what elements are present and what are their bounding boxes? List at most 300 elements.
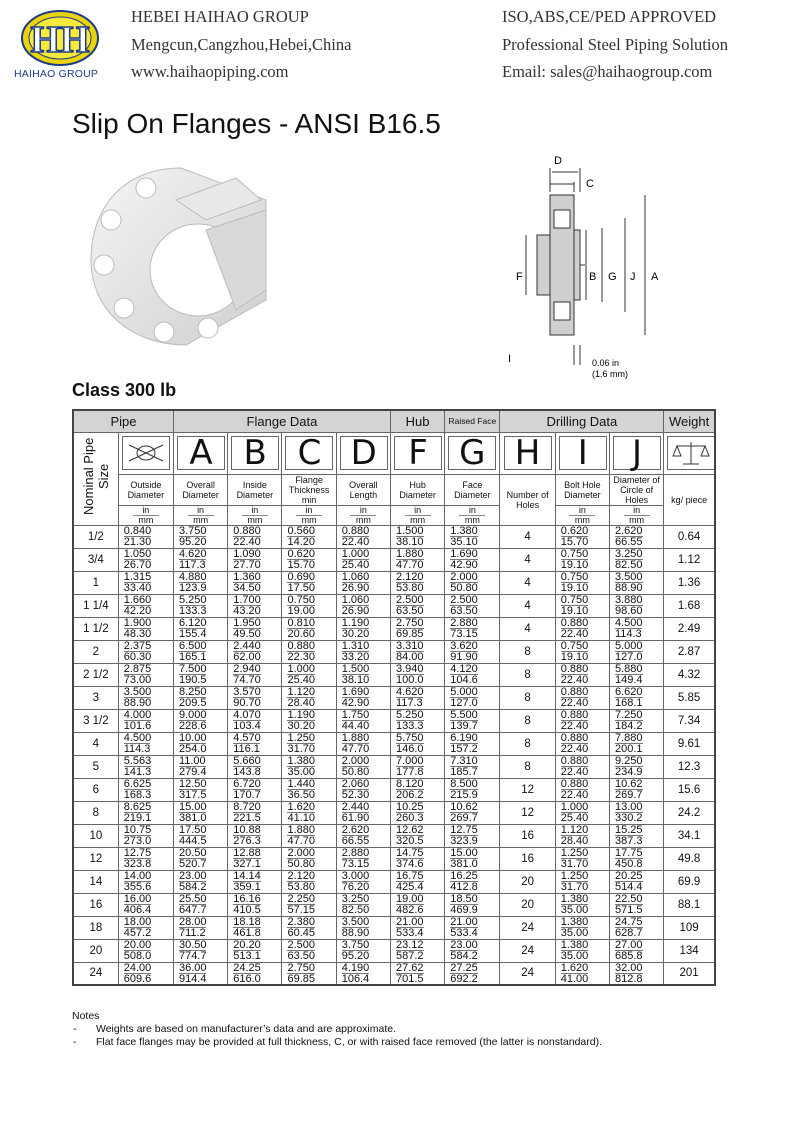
value-mm: 533.4 [450,927,478,939]
value-in: 1.250 [560,847,589,859]
value-mm: 273.0 [123,835,152,847]
cell-b [228,640,282,663]
value-in: 5.880 [614,663,643,675]
value-mm: 74.70 [233,674,261,686]
value-mm: 63.50 [395,605,424,617]
value-mm: 101.6 [123,720,152,732]
value-in: 27.62 [395,962,424,974]
cell-g [445,755,500,778]
value-mm: 609.6 [123,972,152,985]
cell-g [445,732,500,755]
value-in: 1.950 [233,617,261,629]
value-mm: 53.80 [287,881,315,893]
value-in: 1.690 [341,686,370,698]
cell-j [609,640,663,663]
group-drilling-data: Drilling Data [500,410,664,432]
nps-value: 14 [89,875,103,888]
cell-f [390,893,444,916]
nps-value: 2 1/2 [83,668,109,681]
cell-b [228,870,282,893]
cell-b [228,755,282,778]
value-mm: 60.45 [287,927,315,939]
cell-h: 8 [500,663,555,686]
cell-w: 24.2 [664,801,715,824]
cell-b [228,939,282,962]
value-mm: 19.10 [560,582,589,594]
value-in: 1.700 [233,594,261,606]
cell-w: 5.85 [664,686,715,709]
value-in: 10.62 [614,778,643,790]
value-mm: 209.5 [178,697,207,709]
cell-c [282,548,336,571]
value-mm: 21.30 [123,536,152,548]
cell-b [228,893,282,916]
value-in: 15.25 [614,824,643,836]
value-mm: 73.15 [450,628,478,640]
value-mm: 98.60 [614,605,643,617]
table-row [73,686,715,709]
value-in: 1.050 [123,548,152,560]
diagram-label-i: I [508,353,512,365]
value-in: 36.00 [178,962,207,974]
value-in: 4.120 [450,663,478,675]
cell-i [555,686,609,709]
unit-mm: mm [133,515,159,524]
value-in: 7.250 [614,709,643,721]
cell-c [282,686,336,709]
value-in: 16.75 [395,870,424,882]
table-row [73,824,715,847]
cell-j [609,663,663,686]
value-mm: 116.1 [233,743,260,755]
value-mm: 774.7 [178,950,207,962]
cell-b [228,732,282,755]
cell-od [118,893,173,916]
value-in: 3.940 [395,663,424,675]
value-in: 3.880 [614,594,643,606]
nps-value: 4 [92,737,100,750]
page-header [0,0,795,92]
value-in: 10.00 [178,732,207,744]
cell-f [390,686,444,709]
cell-h: 4 [500,594,555,617]
value-in: 11.00 [178,755,206,767]
value-mm: 19.00 [287,605,315,617]
cell-c [282,663,336,686]
value-in: 0.880 [560,686,589,698]
value-mm: 28.40 [287,697,315,709]
value-mm: 34.50 [233,582,261,594]
cell-i [555,525,609,548]
value-mm: 123.9 [178,582,207,594]
diagram-label-c: C [586,178,594,190]
flange-cross-section-diagram [490,150,680,382]
value-mm: 269.7 [614,789,643,801]
value-mm: 508.0 [123,950,152,962]
cell-j [609,916,663,939]
value-in: 15.00 [178,801,207,813]
nps-cell [73,663,118,686]
value-mm: 33.40 [123,582,152,594]
unit-in: in [359,505,367,515]
cell-i [555,594,609,617]
cell-j [609,778,663,801]
cell-h: 4 [500,571,555,594]
cell-w: 49.8 [664,847,715,870]
value-mm: 90.70 [233,697,261,709]
value-mm: 22.40 [560,628,589,640]
unit-mm: mm [624,515,650,524]
value-in: 2.750 [287,962,315,974]
pressure-class-label: Class 300 lb [72,380,177,400]
nps-header [73,432,118,525]
table-body [73,525,715,985]
unit-in: in [305,505,313,515]
cell-g [445,548,500,571]
value-in: 6.190 [450,732,478,744]
value-mm: 410.5 [233,904,261,916]
value-in: 0.880 [560,617,589,629]
value-in: 5.250 [395,709,424,721]
value-in: 3.500 [614,571,643,583]
group-flange-data: Flange Data [173,410,390,432]
cell-h: 8 [500,640,555,663]
cell-d [336,571,390,594]
value-mm: 22.40 [560,766,589,778]
unit-cell-a [173,505,227,525]
cell-f [390,663,444,686]
value-mm: 50.80 [450,582,478,594]
nps-cell [73,732,118,755]
cell-w: 69.9 [664,870,715,893]
value-in: 3.310 [395,640,424,652]
cell-j [609,847,663,870]
cell-d [336,893,390,916]
cell-w: 1.36 [664,571,715,594]
value-mm: 69.85 [287,972,315,985]
cell-a [173,663,227,686]
unit-cell-c [282,505,336,525]
value-mm: 62.00 [233,651,261,663]
cell-c [282,893,336,916]
cell-b [228,525,282,548]
value-in: 1.315 [123,571,152,583]
value-mm: 228.6 [178,720,207,732]
cell-g [445,893,500,916]
value-mm: 88.90 [341,927,370,939]
value-mm: 149.4 [614,674,643,686]
value-in: 0.880 [560,778,589,790]
value-mm: 114.3 [123,743,151,755]
value-in: 2.750 [395,617,424,629]
nps-cell [73,893,118,916]
diagram-note-inch: 0.06 in [592,358,620,368]
cell-f [390,640,444,663]
cell-i [555,571,609,594]
value-mm: 533.4 [395,927,424,939]
cell-i [555,709,609,732]
nps-value: 2 [92,645,100,658]
cell-c [282,939,336,962]
value-mm: 616.0 [233,972,261,985]
value-in: 8.250 [178,686,207,698]
value-mm: 381.0 [178,812,207,824]
cell-j [609,548,663,571]
value-in: 1.060 [341,571,370,583]
value-mm: 133.3 [178,605,207,617]
cell-d [336,847,390,870]
value-mm: 355.6 [123,881,152,893]
diagram-label-b: B [589,271,597,283]
cell-a [173,571,227,594]
contact-email[interactable]: Email: sales@haihaogroup.com [502,62,713,81]
value-mm: 914.4 [178,972,207,985]
cell-f [390,962,444,985]
cell-g [445,571,500,594]
value-in: 1.380 [287,755,315,767]
table-row [73,709,715,732]
cell-d [336,939,390,962]
nps-value: 3 [92,691,100,704]
value-in: 10.62 [450,801,478,813]
value-mm: 66.55 [341,835,370,847]
flange-dimensions-table [72,409,716,986]
value-mm: 19.10 [560,605,589,617]
flange-image [86,160,276,350]
unit-mm: mm [569,515,595,524]
value-mm: 412.8 [450,881,478,893]
value-in: 0.690 [287,571,315,583]
value-in: 2.500 [450,594,478,606]
nps-value: 20 [89,944,103,957]
diagram-label-d: D [554,155,562,167]
value-in: 4.500 [123,732,152,744]
cell-i [555,755,609,778]
value-mm: 35.00 [560,950,589,962]
value-mm: 406.4 [123,904,152,916]
cell-f [390,571,444,594]
cell-c [282,824,336,847]
diagram-label-j: J [630,271,636,283]
cell-c [282,962,336,985]
value-in: 5.563 [123,755,152,767]
unit-mm: mm [459,515,485,524]
value-in: 16.16 [233,893,261,905]
cell-h: 20 [500,893,555,916]
nps-value: 10 [89,829,103,842]
nps-cell [73,548,118,571]
cell-a [173,755,227,778]
value-mm: 42.90 [341,697,370,709]
value-in: 12.50 [178,778,207,790]
value-mm: 38.10 [395,536,424,548]
nps-value: 1 1/2 [83,622,109,635]
desc-weight-unit: kg/ piece [664,474,715,525]
cell-a [173,640,227,663]
value-mm: 584.2 [450,950,478,962]
company-website[interactable]: www.haihaopiping.com [131,62,289,81]
value-in: 6.620 [614,686,643,698]
cell-w: 1.12 [664,548,715,571]
cell-od [118,686,173,709]
cell-i [555,962,609,985]
value-in: 2.875 [123,663,152,675]
value-mm: 88.90 [614,582,643,594]
cell-b [228,778,282,801]
value-in: 1.620 [560,962,589,974]
cell-c [282,709,336,732]
table-row [73,594,715,617]
cell-h: 8 [500,732,555,755]
value-mm: 38.10 [341,674,370,686]
letter-f-icon: F [394,436,442,470]
value-mm: 44.40 [341,720,370,732]
cell-g [445,640,500,663]
cell-a [173,732,227,755]
value-in: 12.88 [233,847,261,859]
value-mm: 26.90 [341,582,370,594]
value-mm: 35.10 [450,536,478,548]
cell-h: 8 [500,709,555,732]
value-mm: 22.40 [341,536,370,548]
value-in: 0.880 [341,525,370,537]
value-mm: 513.1 [233,950,261,962]
value-in: 4.190 [341,962,370,974]
cell-j [609,870,663,893]
cell-od [118,801,173,824]
cell-c [282,801,336,824]
nps-cell [73,847,118,870]
group-raised-face: Raised Face [445,410,500,432]
unit-cell-od [118,505,173,525]
cell-w: 2.49 [664,617,715,640]
value-mm: 425.4 [395,881,424,893]
value-in: 1.620 [287,801,315,813]
nps-cell [73,594,118,617]
value-in: 16.25 [450,870,478,882]
cell-g [445,617,500,640]
cell-a [173,824,227,847]
value-mm: 82.50 [341,904,370,916]
desc-outside-diameter: Outside Diameter [118,474,173,505]
value-mm: 323.9 [450,835,478,847]
desc-inside-diameter: Inside Diameter [228,474,282,505]
cell-w: 12.3 [664,755,715,778]
cell-od [118,663,173,686]
value-in: 10.88 [233,824,261,836]
cell-f [390,709,444,732]
nps-cell [73,640,118,663]
value-mm: 387.3 [614,835,643,847]
unit-mm: mm [242,515,268,524]
value-mm: 482.6 [395,904,424,916]
table-row [73,801,715,824]
value-mm: 22.40 [560,720,589,732]
value-mm: 374.6 [395,858,424,870]
table-row [73,870,715,893]
value-mm: 35.00 [560,904,589,916]
value-in: 5.000 [450,686,478,698]
value-in: 1.190 [341,617,370,629]
value-in: 7.500 [178,663,207,675]
table-group-header [73,410,715,432]
value-in: 1.690 [450,548,478,560]
nps-cell [73,801,118,824]
cell-a [173,962,227,985]
table-row [73,893,715,916]
value-in: 12.62 [395,824,424,836]
value-mm: 359.1 [233,881,261,893]
value-in: 23.12 [395,939,424,951]
diagram-note-mm: (1.6 mm) [592,369,628,379]
value-mm: 571.5 [614,904,643,916]
value-in: 32.00 [614,962,643,974]
value-in: 0.750 [287,594,315,606]
letter-h-icon: H [504,436,552,470]
cell-g [445,847,500,870]
cell-i [555,916,609,939]
value-in: 1.190 [287,709,315,721]
cell-i [555,893,609,916]
value-in: 2.500 [287,939,315,951]
group-weight: Weight [664,410,715,432]
value-in: 12.75 [450,824,478,836]
note-item: - Weights are based on manufacturer’s data and are approximate. [72,1023,602,1036]
cell-h: 16 [500,824,555,847]
value-in: 3.750 [178,525,207,537]
cell-b [228,594,282,617]
cell-f [390,778,444,801]
value-mm: 26.70 [123,559,152,571]
cell-g [445,870,500,893]
value-mm: 221.5 [233,812,261,824]
value-mm: 206.2 [395,789,424,801]
value-mm: 63.50 [450,605,478,617]
nps-value: 16 [89,898,103,911]
value-in: 2.880 [450,617,478,629]
value-mm: 106.4 [341,972,370,985]
cell-f [390,916,444,939]
desc-flange-thickness: Flange Thickness min [282,474,336,505]
value-in: 0.880 [560,755,589,767]
value-in: 20.25 [614,870,643,882]
value-in: 2.375 [123,640,152,652]
value-mm: 91.90 [450,651,478,663]
value-in: 22.50 [614,893,643,905]
cell-g [445,709,500,732]
cell-g [445,663,500,686]
value-mm: 100.0 [395,674,424,686]
page-title: Slip On Flanges - ANSI B16.5 [72,108,441,139]
value-mm: 41.10 [287,812,315,824]
nps-label: Nominal Pipe Size [80,437,111,515]
value-mm: 66.55 [614,536,643,548]
value-mm: 69.85 [395,628,424,640]
value-in: 0.560 [287,525,315,537]
cell-f [390,732,444,755]
table-row [73,778,715,801]
cell-g [445,778,500,801]
cell-d [336,916,390,939]
value-mm: 28.40 [560,835,589,847]
cell-j [609,686,663,709]
cell-d [336,778,390,801]
value-in: 1.120 [560,824,589,836]
cell-od [118,640,173,663]
table-row [73,617,715,640]
value-in: 3.250 [614,548,643,560]
table-description-row [73,474,715,505]
